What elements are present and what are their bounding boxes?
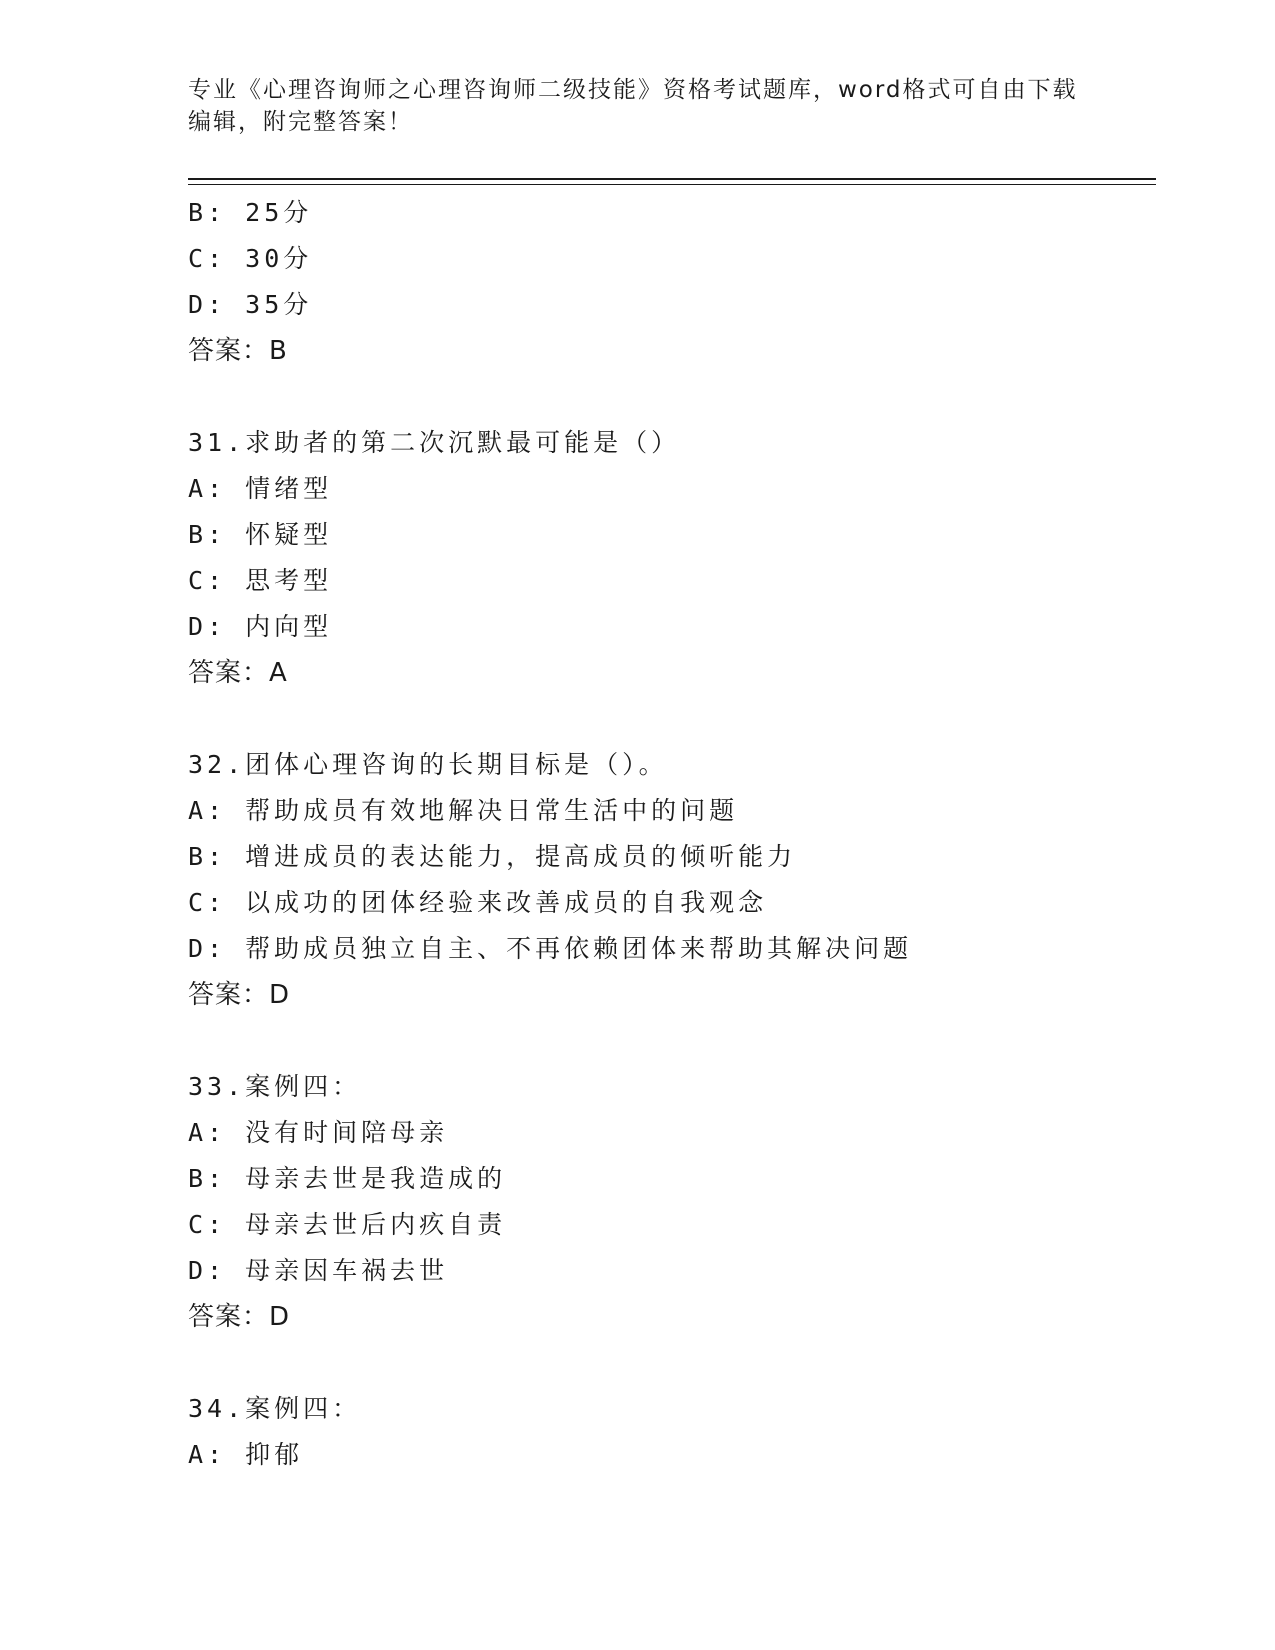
option-d: D: 帮助成员独立自主、不再依赖团体来帮助其解决问题 <box>188 934 913 963</box>
question-text: 33.案例四： <box>188 1072 362 1101</box>
option-b: B: 25分 <box>188 198 313 227</box>
option-a: A: 帮助成员有效地解决日常生活中的问题 <box>188 796 739 825</box>
question-block-34 <box>188 1386 1148 1478</box>
question-text: 32.团体心理咨询的长期目标是（）。 <box>188 750 668 779</box>
page-header <box>188 74 1088 138</box>
option-c: C: 30分 <box>188 244 313 273</box>
answer: 答案：D <box>188 1302 291 1332</box>
option-d: D: 内向型 <box>188 612 333 641</box>
option-b: B: 怀疑型 <box>188 520 333 549</box>
option-c: C: 思考型 <box>188 566 333 595</box>
option-c: C: 母亲去世后内疚自责 <box>188 1210 507 1239</box>
question-block-prev <box>188 190 1148 374</box>
question-list <box>188 190 1148 1478</box>
header-line-1: 专业《心理咨询师之心理咨询师二级技能》资格考试题库，word格式可自由下载 <box>188 77 1078 103</box>
option-a: A: 情绪型 <box>188 474 333 503</box>
answer: 答案：D <box>188 980 291 1010</box>
answer: 答案：B <box>188 336 288 366</box>
question-block-33 <box>188 1064 1148 1340</box>
option-a: A: 没有时间陪母亲 <box>188 1118 449 1147</box>
option-d: D: 35分 <box>188 290 313 319</box>
answer: 答案：A <box>188 658 288 688</box>
option-b: B: 增进成员的表达能力，提高成员的倾听能力 <box>188 842 797 871</box>
option-d: D: 母亲因车祸去世 <box>188 1256 449 1285</box>
option-c: C: 以成功的团体经验来改善成员的自我观念 <box>188 888 768 917</box>
header-divider-thin <box>188 184 1156 185</box>
header-divider-thick <box>188 178 1156 180</box>
question-block-31 <box>188 420 1148 696</box>
question-text: 34.案例四： <box>188 1394 362 1423</box>
option-a: A: 抑郁 <box>188 1440 304 1469</box>
question-block-32 <box>188 742 1148 1018</box>
header-line-2: 编辑，附完整答案！ <box>188 109 413 135</box>
question-text: 31.求助者的第二次沉默最可能是（） <box>188 428 681 457</box>
option-b: B: 母亲去世是我造成的 <box>188 1164 507 1193</box>
